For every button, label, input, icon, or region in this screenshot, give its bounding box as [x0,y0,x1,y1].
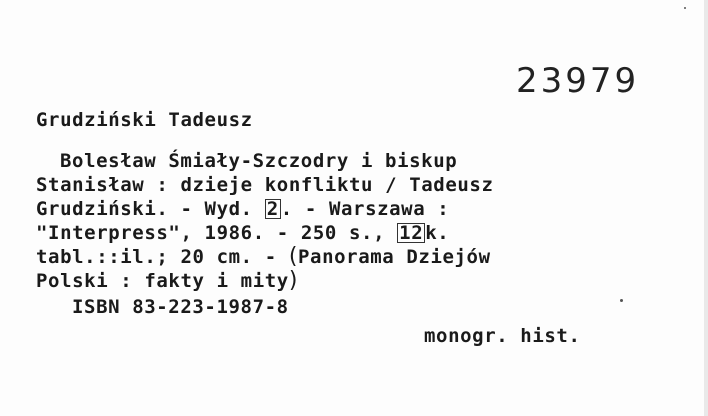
paper-speck [620,299,623,302]
title-line-1: Bolesław Śmiały-Szczodry i biskup [60,150,458,172]
series-open-paren: ( [288,244,299,269]
series-title-end: Polski : fakty i mity [36,270,289,292]
physical-description-start: tabl.::il.; 20 cm. - [36,246,289,268]
card-edge [704,0,708,416]
subject-classification: monogr. hist. [424,325,581,347]
series-close-paren: ) [288,268,299,293]
plates-number-box: 12 [399,222,424,244]
series-line [36,270,298,292]
isbn-line: ISBN 83-223-1987-8 [72,296,289,318]
publication-line-start: "Interpress", 1986. - 250 s., [36,222,398,244]
title-line-2: Stanisław : dzieje konfliktu / Tadeusz [36,174,494,196]
series-title-start: Panorama Dziejów [298,246,491,268]
edition-number-box: 2 [266,198,279,220]
edition-line-start: Grudziński. - Wyd. [36,198,265,220]
publication-line-end: k. [425,222,450,244]
paper-speck [684,7,686,9]
accession-number: 23979 [516,61,640,101]
publication-line [36,222,449,244]
physical-description-line [36,246,491,268]
author-heading: Grudziński Tadeusz [36,109,253,131]
edition-line [36,198,449,220]
edition-line-end: . - Warszawa : [280,198,450,220]
